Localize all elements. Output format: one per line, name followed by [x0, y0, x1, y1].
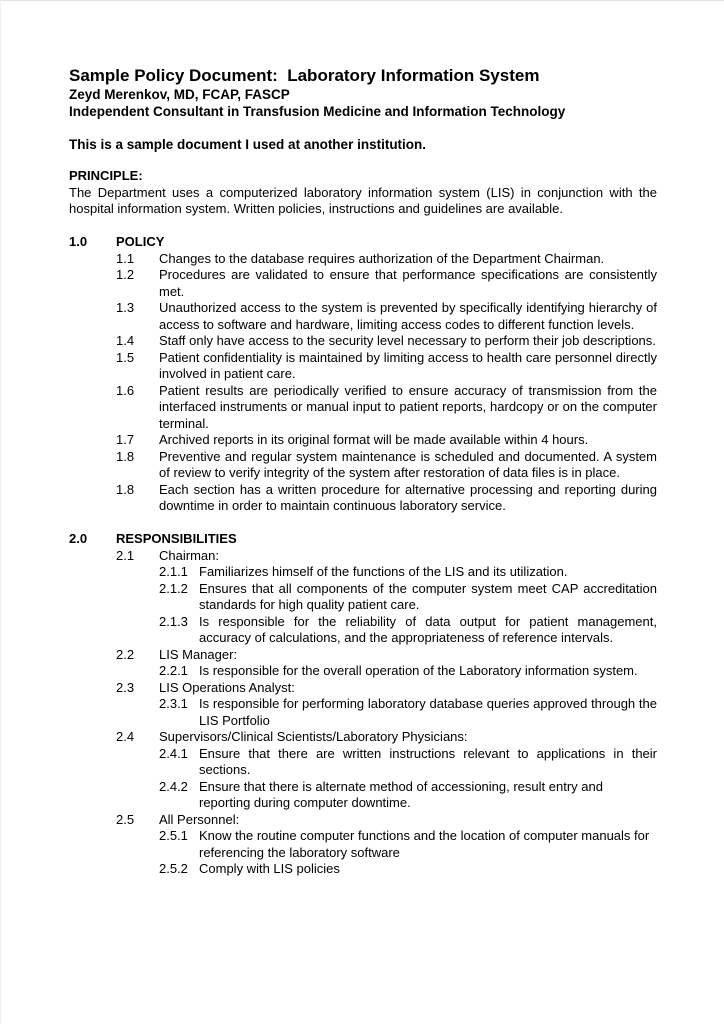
policy-subitem [69, 663, 657, 680]
policy-item [69, 350, 657, 383]
principle-text: The Department uses a computerized laboratory information system (LIS) in conjunction with the hospital information system. Written policies, instructions and guidelines are available. [69, 184, 657, 216]
policy-item [69, 647, 657, 664]
policy-subitem-text: Ensure that there are written instructions relevant to applications in their sections. [199, 745, 657, 777]
section-heading-number: 2.0 [69, 531, 88, 546]
policy-item-number: 1.8 [116, 448, 135, 464]
policy-item-number: 2.5 [116, 811, 135, 827]
policy-item [69, 482, 657, 515]
policy-subitem-number: 2.2.1 [159, 663, 188, 678]
policy-item [69, 333, 657, 350]
principle-heading: PRINCIPLE: [69, 168, 143, 183]
policy-item-text: Procedures are validated to ensure that performance specifications are consistently met. [159, 267, 657, 299]
policy-subitem-number: 2.3.1 [159, 696, 188, 711]
policy-subitem-number: 2.4.2 [159, 778, 188, 794]
policy-item-text: LIS Operations Analyst: [159, 679, 295, 695]
policy-subitem [69, 861, 657, 878]
policy-item-number: 1.5 [116, 349, 135, 365]
policy-subitem-number: 2.1.1 [159, 564, 188, 579]
policy-item-number: 1.1 [116, 250, 135, 266]
policy-item [69, 449, 657, 482]
policy-item-text: Changes to the database requires authorization of the Department Chairman. [159, 250, 605, 266]
policy-subitem [69, 564, 657, 581]
policy-item-number: 2.3 [116, 679, 135, 695]
policy-subitem [69, 746, 657, 779]
policy-subitem-text: Comply with LIS policies [199, 861, 340, 876]
policy-subitem [69, 614, 657, 647]
document-author: Zeyd Merenkov, MD, FCAP, FASCP [69, 87, 290, 102]
policy-subitem-number: 2.1.2 [159, 580, 188, 596]
sections-container [69, 234, 657, 878]
policy-item-text: Unauthorized access to the system is prevented by specifically identifying hierarchy of access to software and hardware, limiting access codes to different function levels. [159, 300, 657, 332]
policy-item [69, 729, 657, 746]
policy-subitem [69, 779, 657, 812]
policy-item-text: Supervisors/Clinical Scientists/Laboratory Physicians: [159, 729, 468, 744]
policy-subitem-number: 2.1.3 [159, 613, 188, 629]
policy-item-text: Patient results are periodically verified to ensure accuracy of transmission from the interfaced instruments or manual input to patient reports, hardcopy or on the computer terminal. [159, 382, 657, 431]
policy-subitem-text: Is responsible for performing laboratory database queries approved through the LIS Portfolio [199, 696, 657, 728]
policy-item-text: Chairman: [159, 547, 219, 563]
policy-subitem-number: 2.4.1 [159, 745, 188, 761]
policy-item-text: All Personnel: [159, 811, 240, 827]
policy-section [69, 531, 657, 878]
policy-item [69, 300, 657, 333]
policy-item-text: Each section has a written procedure for alternative processing and reporting during downtime in order to maintain continuous laboratory service. [159, 481, 657, 513]
policy-item-number: 2.2 [116, 646, 135, 662]
policy-item-number: 1.7 [116, 432, 135, 447]
policy-subitem-text: Ensure that there is alternate method of accessioning, result entry and reporting during computer downtime. [199, 778, 603, 810]
policy-item [69, 812, 657, 829]
policy-item-number: 2.4 [116, 729, 135, 744]
section-heading-number: 1.0 [69, 234, 88, 249]
policy-item-text: Patient confidentiality is maintained by limiting access to health care personnel directly involved in patient care. [159, 349, 657, 381]
policy-item-number: 1.8 [116, 481, 135, 497]
section-heading-text: POLICY [116, 234, 165, 249]
policy-item-number: 1.3 [116, 300, 135, 315]
policy-section [69, 234, 657, 515]
policy-subitem-number: 2.5.1 [159, 828, 188, 843]
policy-subitem [69, 696, 657, 729]
policy-item [69, 383, 657, 433]
policy-item-number: 2.1 [116, 547, 135, 563]
policy-item-text: LIS Manager: [159, 646, 238, 662]
section-heading [69, 234, 657, 251]
section-heading-text: RESPONSIBILITIES [116, 531, 237, 546]
policy-item-number: 1.4 [116, 333, 135, 348]
policy-item [69, 251, 657, 268]
policy-subitem [69, 828, 657, 861]
policy-item [69, 432, 657, 449]
principle-block [69, 168, 657, 218]
policy-subitem-number: 2.5.2 [159, 861, 188, 876]
policy-item-number: 1.6 [116, 382, 135, 398]
policy-item [69, 548, 657, 565]
policy-item [69, 680, 657, 697]
policy-subitem-text: Familiarizes himself of the functions of the LIS and its utilization. [199, 564, 568, 579]
policy-subitem-text: Is responsible for the overall operation of the Laboratory information system. [199, 663, 638, 678]
policy-subitem [69, 581, 657, 614]
section-heading [69, 531, 657, 548]
document-author-role: Independent Consultant in Transfusion Medicine and Information Technology [69, 104, 566, 119]
policy-subitem-text: Is responsible for the reliability of data output for patient management, accuracy of calculations, and the appropriateness of reference intervals. [199, 613, 657, 645]
document-page [1, 1, 724, 1025]
policy-item [69, 267, 657, 300]
policy-subitem-text: Know the routine computer functions and the location of computer manuals for referencing the laboratory software [199, 828, 650, 860]
document-title: Sample Policy Document: Laboratory Information System [69, 66, 540, 85]
policy-subitem-text: Ensures that all components of the computer system meet CAP accreditation standards for high quality patient care. [199, 580, 657, 612]
policy-item-text: Preventive and regular system maintenance is scheduled and documented. A system of review to verify integrity of the system after restoration of data files is in place. [159, 448, 657, 480]
document-note: This is a sample document I used at another institution. [69, 137, 427, 152]
policy-item-text: Staff only have access to the security level necessary to perform their job descriptions. [159, 333, 656, 348]
policy-item-number: 1.2 [116, 267, 135, 282]
policy-item-text: Archived reports in its original format will be made available within 4 hours. [159, 432, 589, 447]
